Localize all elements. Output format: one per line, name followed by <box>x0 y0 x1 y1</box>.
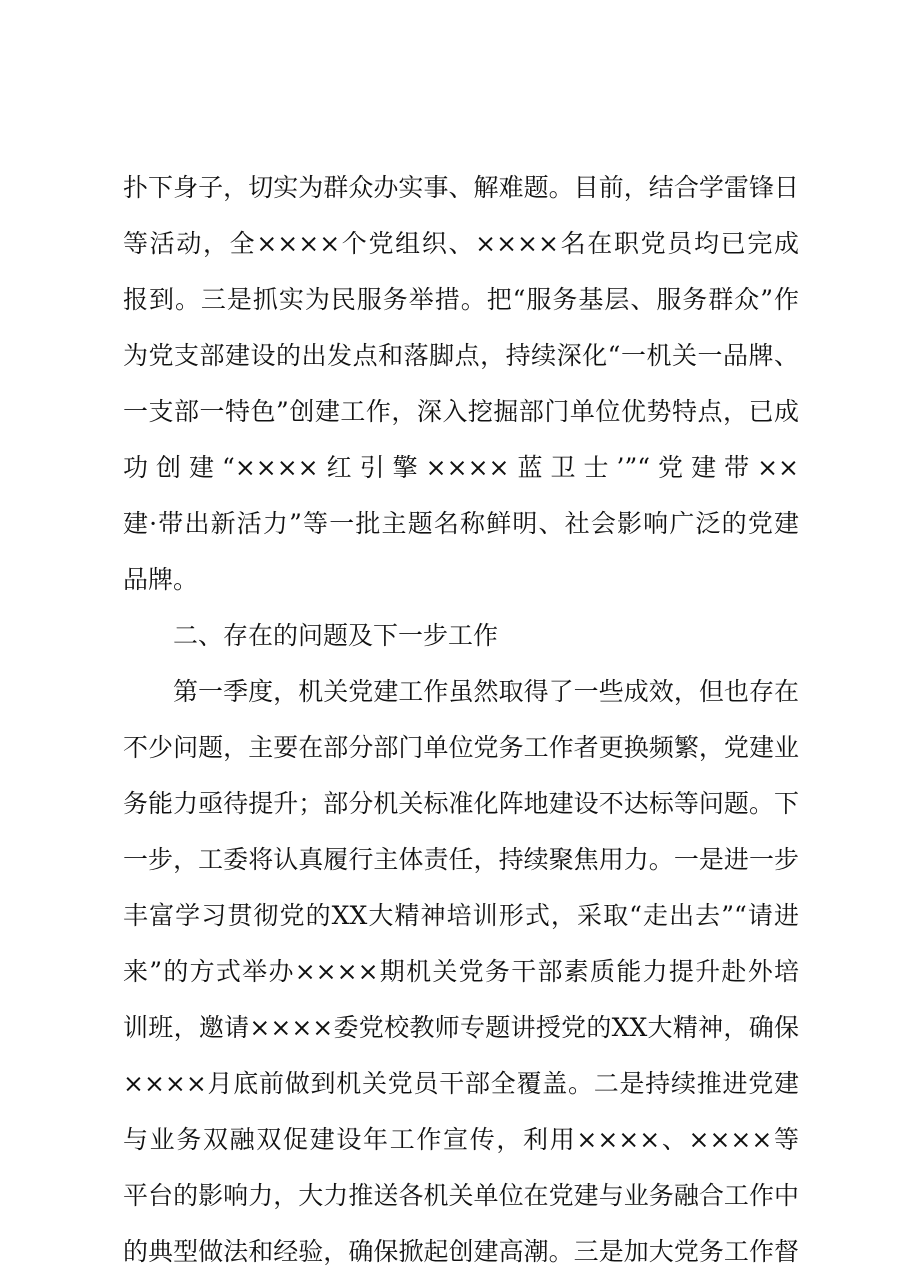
paragraph-line: 建·带出新活力”等一批主题名称鲜明、社会影响广泛的党建 <box>123 509 799 538</box>
paragraph-line: 训班，邀请××××委党校教师专题讲授党的XX大精神，确保 <box>123 1013 799 1042</box>
paragraph-line: ××××月底前做到机关党员干部全覆盖。二是持续推进党建 <box>123 1069 799 1098</box>
paragraph-line: 不少问题，主要在部分部门单位党务工作者更换频繁，党建业 <box>123 733 799 762</box>
paragraph-line: 平台的影响力，大力推送各机关单位在党建与业务融合工作中 <box>123 1181 799 1210</box>
paragraph-line: 为党支部建设的出发点和落脚点，持续深化“一机关一品牌、 <box>123 341 799 370</box>
paragraph-line: 功创建“××××红引擎××××蓝卫士’”“党建带×× <box>123 453 799 482</box>
paragraph-line: 务能力亟待提升；部分机关标准化阵地建设不达标等问题。下 <box>123 789 799 818</box>
paragraph-line: 扑下身子，切实为群众办实事、解难题。目前，结合学雷锋日 <box>123 173 799 202</box>
paragraph-line: 一步，工委将认真履行主体责任，持续聚焦用力。一是进一步 <box>123 845 799 874</box>
paragraph-line: 报到。三是抓实为民服务举措。把“服务基层、服务群众”作 <box>123 285 799 314</box>
paragraph-line: 丰富学习贯彻党的XX大精神培训形式，采取“走出去”“请进 <box>123 901 799 930</box>
paragraph-line: 一支部一特色”创建工作，深入挖掘部门单位优势特点，已成 <box>123 397 799 426</box>
document-body <box>123 160 799 1280</box>
paragraph-line: 与业务双融双促建设年工作宣传，利用××××、××××等 <box>123 1125 799 1154</box>
paragraph-line: 第一季度，机关党建工作虽然取得了一些成效，但也存在 <box>173 677 799 706</box>
paragraph-line: 品牌。 <box>123 565 199 594</box>
section-heading: 二、存在的问题及下一步工作 <box>173 621 499 650</box>
paragraph-line: 等活动，全××××个党组织、××××名在职党员均已完成 <box>123 229 799 258</box>
paragraph-line: 的典型做法和经验，确保掀起创建高潮。三是加大党务工作督 <box>123 1237 799 1266</box>
paragraph-line: 来”的方式举办××××期机关党务干部素质能力提升赴外培 <box>123 957 799 986</box>
